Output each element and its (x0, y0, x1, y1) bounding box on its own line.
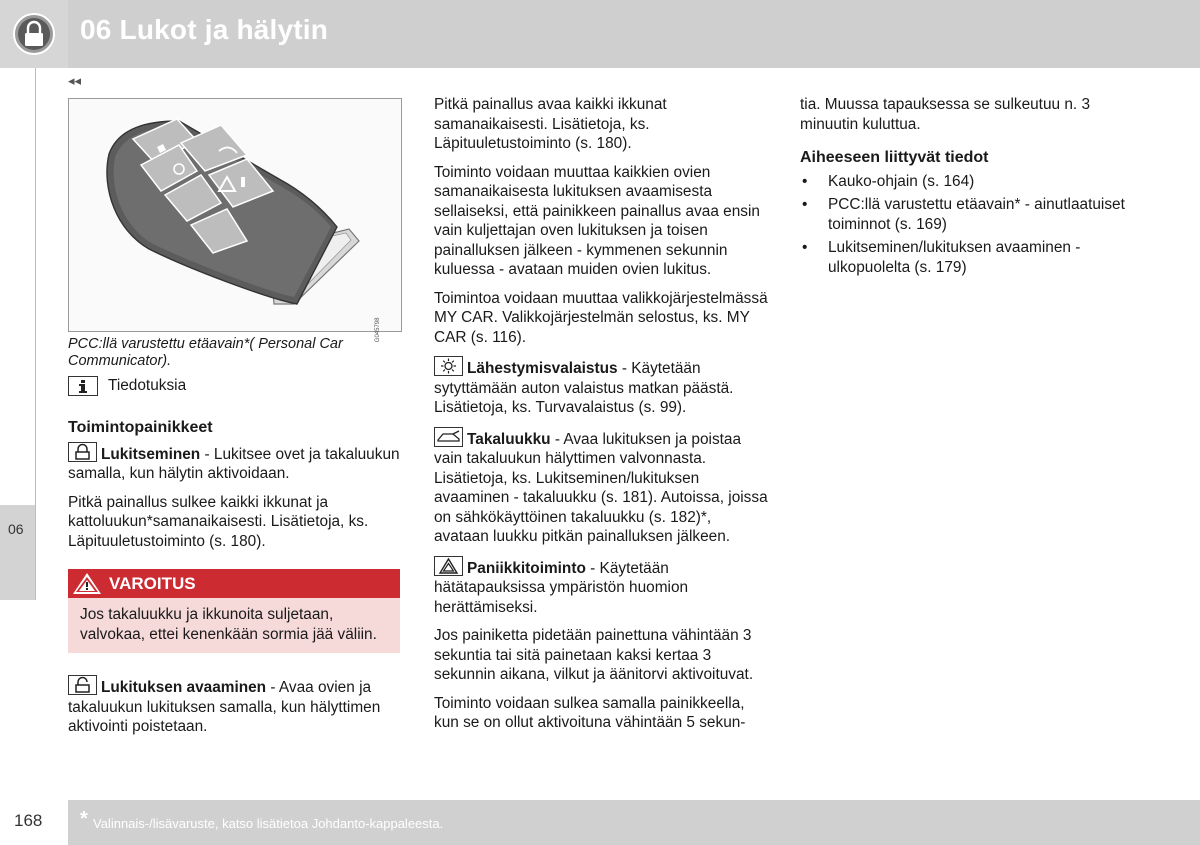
my-car-paragraph: Toimintoa voidaan muuttaa valikkojärjestelmässä MY CAR. Valikkojärjestelmän selostus, ks. MY CAR (s. 116). (434, 289, 768, 346)
related-link[interactable]: • Kauko-ohjain (s. 164) (800, 172, 1134, 192)
related-info-heading: Aiheeseen liittyvät tiedot (800, 149, 989, 166)
footnote-star: * (80, 808, 88, 830)
continuation-paragraph: tia. Muussa tapauksessa se sulkeutuu n. 3 minuutin kuluttua. (800, 96, 1091, 133)
chapter-side-tab-label: 06 (8, 521, 24, 537)
unlock-text: - Avaa ovien ja takaluukun lukituksen samalla, kun hälyttimen aktivointi poistetaan. (68, 679, 381, 735)
related-link[interactable]: • Lukitseminen/lukituksen avaaminen - ulkopuolelta (s. 179) (800, 238, 1134, 277)
panic-paragraph (434, 556, 768, 618)
footer-note-bar (68, 800, 1200, 845)
remote-key-figure (68, 98, 402, 342)
padlock-icon (0, 0, 68, 68)
warning-title: VAROITUS (109, 574, 196, 593)
related-link[interactable]: • PCC:llä varustettu etäavain* - ainutlaatuiset toiminnot (s. 169) (800, 195, 1134, 234)
lock-title: Lukitseminen (101, 445, 201, 463)
column-1 (68, 95, 402, 746)
close-windows-paragraph: Pitkä painallus sulkee kaikki ikkunat ja kattoluukun*samanaikaisesti. Lisätietoja, ks. Läpituuletustoiminto (s. 180). (68, 493, 369, 550)
chapter-header (0, 0, 1200, 68)
chapter-icon-box (0, 0, 68, 68)
lock-text: - Lukitsee ovet ja takaluukun samalla, kun hälytin aktivoidaan. (68, 445, 400, 482)
section-heading-function-buttons: Toimintopainikkeet (68, 419, 213, 436)
chapter-side-tab[interactable] (0, 505, 35, 600)
back-navigation-icon[interactable]: ◂◂ (68, 73, 82, 88)
panic-activation-paragraph: Jos painiketta pidetään painettuna vähintään 3 sekuntia tai sitä painetaan kaksi kertaa 3 sekunnin aikana, vilkut ja äänitorvi aktivoituvat. (434, 627, 754, 683)
door-unlock-setting-paragraph: Toiminto voidaan muuttaa kaikkien ovien samanaikaisesta lukituksen avaamisesta sellaiseksi, että painikkeen painallus avaa ensin vain kuljettajan oven lukituksen ja toisen painalluksen jälkeen - kymmenen sekunnin kuluessa - avataan muiden ovien lukitus. (434, 163, 760, 278)
approach-light-text: - Käytetään sytyttämään auton valaistus matkan päästä. Lisätietoja, ks. Turvavalaistus (s. 99). (434, 360, 734, 416)
remote-key-illustration (69, 99, 401, 331)
panic-text: - Käytetään hätätapauksissa ympäristön huomion herättämiseksi. (434, 559, 689, 616)
column-3 (800, 95, 1134, 281)
panic-deactivation-paragraph: Toiminto voidaan sulkea samalla painikkeella, kun se on ollut aktivoituna vähintään 5 sekun- (434, 694, 746, 731)
approach-light-icon (434, 356, 463, 376)
warning-header (68, 569, 400, 598)
open-windows-paragraph: Pitkä painallus avaa kaikki ikkunat samanaikaisesti. Lisätietoja, ks. Läpituuletustoiminto (s. 180). (434, 96, 667, 152)
trunk-title: Takaluukku (467, 430, 551, 448)
approach-light-paragraph (434, 356, 768, 418)
trunk-paragraph (434, 427, 768, 547)
warning-box (68, 569, 400, 653)
warning-text: Jos takaluukku ja ikkunoita suljetaan, valvokaa, ettei kenenkään sormia jää väliin. (68, 598, 400, 653)
chapter-title: 06 Lukot ja hälytin (80, 14, 329, 45)
unlock-button-icon (68, 675, 97, 695)
unlock-paragraph (68, 675, 402, 737)
unlock-title: Lukituksen avaaminen (101, 679, 267, 696)
panic-icon (434, 556, 463, 576)
column-2 (434, 95, 768, 742)
page-number: 168 (14, 811, 43, 830)
figure-caption: PCC:llä varustettu etäavain*( Personal Car Communicator). (68, 336, 343, 369)
info-note (68, 376, 402, 396)
info-icon (68, 376, 98, 396)
panic-title: Paniikkitoiminto (467, 559, 586, 577)
lock-paragraph (68, 442, 402, 484)
approach-light-title: Lähestymisvalaistus (467, 360, 618, 377)
related-links-list (800, 172, 1134, 278)
trunk-text: - Avaa lukituksen ja poistaa vain takaluukun hälyttimen valvonnasta. Lisätietoja, ks. Lukitseminen/lukituksen avaaminen - takaluukku (s. 181). Autoissa, joissa on sähkökäyttöinen takaluukku (s. 182)*, avataan luukku pitkän painalluksen jälkeen. (434, 430, 768, 545)
figure-code: G045798 (375, 317, 382, 342)
trunk-icon (434, 427, 463, 447)
info-label: Tiedotuksia (108, 377, 187, 395)
lock-button-icon (68, 442, 97, 462)
footnote-text: Valinnais-/lisävaruste, katso lisätietoa Johdanto-kappaleesta. (93, 816, 444, 831)
warning-triangle-icon (70, 571, 104, 596)
